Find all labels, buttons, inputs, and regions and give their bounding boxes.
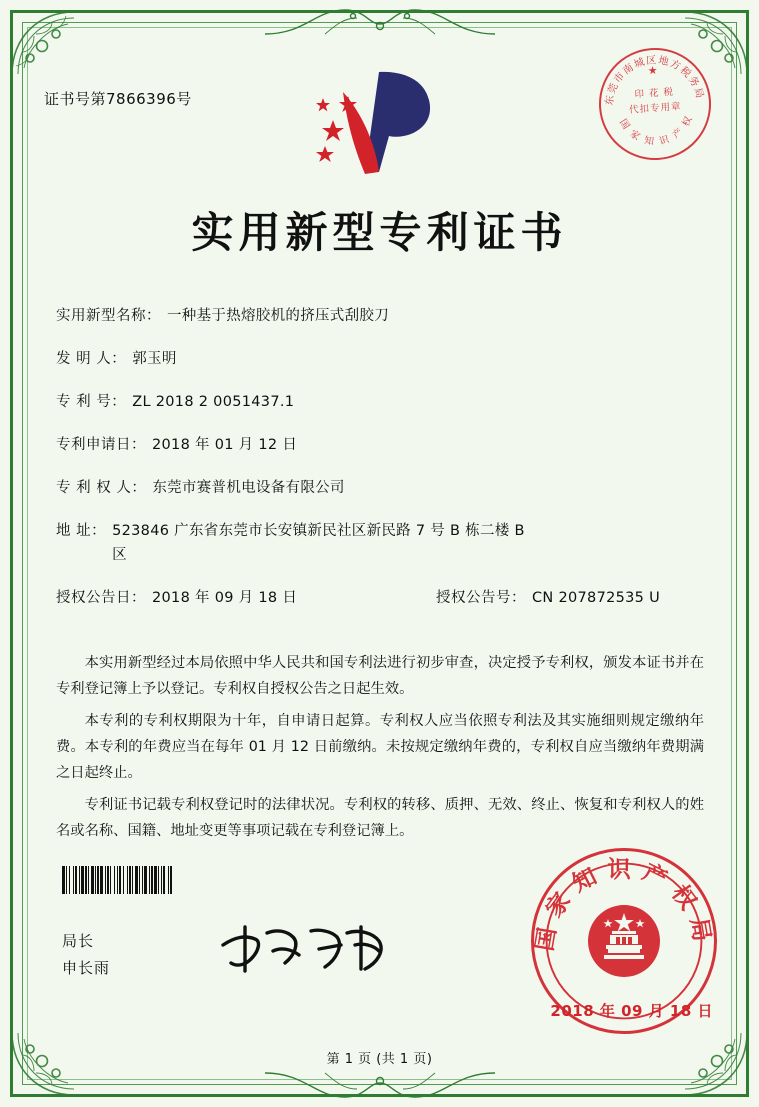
tax-stamp-seal bbox=[595, 44, 715, 164]
field-value: 一种基于热熔胶机的挤压式刮胶刀 bbox=[167, 308, 389, 324]
field-label: 发 明 人： bbox=[56, 351, 127, 367]
barcode-icon bbox=[62, 866, 288, 894]
field-value-address bbox=[106, 521, 706, 566]
svg-text:国家知识产权局: 国家知识产权局 bbox=[534, 856, 714, 953]
patent-office-emblem-icon bbox=[303, 62, 455, 184]
field-value: CN 207872535 U bbox=[532, 590, 661, 606]
bottom-ornament-icon bbox=[265, 1069, 495, 1103]
page-title: 实用新型专利证书 bbox=[191, 208, 568, 257]
field-row-patent-number bbox=[56, 392, 706, 413]
certificate-body-text bbox=[56, 650, 704, 850]
address-line-1: 523846 广东省东莞市长安镇新民社区新民路 7 号 B 栋二楼 B bbox=[112, 523, 525, 539]
field-label: 授权公告日： bbox=[56, 590, 146, 606]
director-title-label: 局长 bbox=[62, 932, 95, 950]
director-name-label: 申长雨 bbox=[62, 959, 111, 977]
field-label: 专 利 权 人： bbox=[56, 480, 147, 496]
tax-stamp-line1: 印 花 税 bbox=[634, 86, 675, 101]
signature-labels bbox=[62, 928, 110, 982]
field-label: 实用新型名称： bbox=[56, 308, 161, 324]
svg-text:国 家 知 识 产 权: 国 家 知 识 产 权 bbox=[616, 113, 696, 148]
field-value: 2018 年 09 月 18 日 bbox=[152, 590, 298, 606]
field-row-patentee bbox=[56, 478, 706, 499]
page-footer: 第 1 页 (共 1 页) bbox=[326, 1052, 433, 1067]
body-paragraph-1: 本实用新型经过本局依照中华人民共和国专利法进行初步审查，决定授予专利权，颁发本证书并在专利登记簿上予以登记。专利权自授权公告之日起生效。 bbox=[56, 655, 704, 697]
grant-number-group bbox=[436, 588, 706, 609]
field-row-inventor bbox=[56, 349, 706, 370]
corner-flourish-icon bbox=[8, 8, 78, 78]
field-value: ZL 2018 2 0051437.1 bbox=[132, 394, 295, 410]
field-label: 授权公告号： bbox=[436, 590, 526, 606]
field-label: 地 址： bbox=[56, 523, 107, 539]
field-value: 2018 年 01 月 12 日 bbox=[152, 437, 298, 453]
field-value: 郭玉明 bbox=[132, 351, 177, 367]
seal-date: 2018 年 09 月 18 日 bbox=[550, 1002, 713, 1020]
body-paragraph-3: 专利证书记载专利权登记时的法律状况。专利权的转移、质押、无效、终止、恢复和专利权人的姓名或名称、国籍、地址变更等事项记载在专利登记簿上。 bbox=[56, 797, 704, 839]
field-row-application-date bbox=[56, 435, 706, 456]
field-row-grant bbox=[56, 588, 706, 609]
address-line-2: 区 bbox=[112, 547, 127, 563]
field-label: 专 利 号： bbox=[56, 394, 127, 410]
handwritten-signature-icon bbox=[215, 915, 395, 985]
field-value: 东莞市赛普机电设备有限公司 bbox=[152, 480, 345, 496]
body-paragraph-2: 本专利的专利权期限为十年，自申请日起算。专利权人应当依照专利法及其实施细则规定缴纳年费。本专利的年费应当在每年 01 月 12 日前缴纳。未按规定缴纳年费的，专利权自应当缴纳年费期满之日起终止。 bbox=[56, 713, 704, 781]
national-emblem-icon bbox=[586, 903, 662, 979]
field-row-address bbox=[56, 521, 706, 566]
certificate-number: 证书号第7866396号 bbox=[44, 90, 192, 108]
field-row-utility-model-name bbox=[56, 306, 706, 327]
field-label: 专利申请日： bbox=[56, 437, 146, 453]
svg-text:东莞市南城区地方税务局: 东莞市南城区地方税务局 bbox=[604, 55, 706, 107]
grant-date-group bbox=[56, 588, 436, 609]
certificate-fields bbox=[56, 306, 706, 631]
star-icon: ★ bbox=[647, 63, 659, 78]
top-ornament-icon bbox=[265, 4, 495, 38]
tax-stamp-line2: 代扣专用章 bbox=[628, 101, 682, 116]
